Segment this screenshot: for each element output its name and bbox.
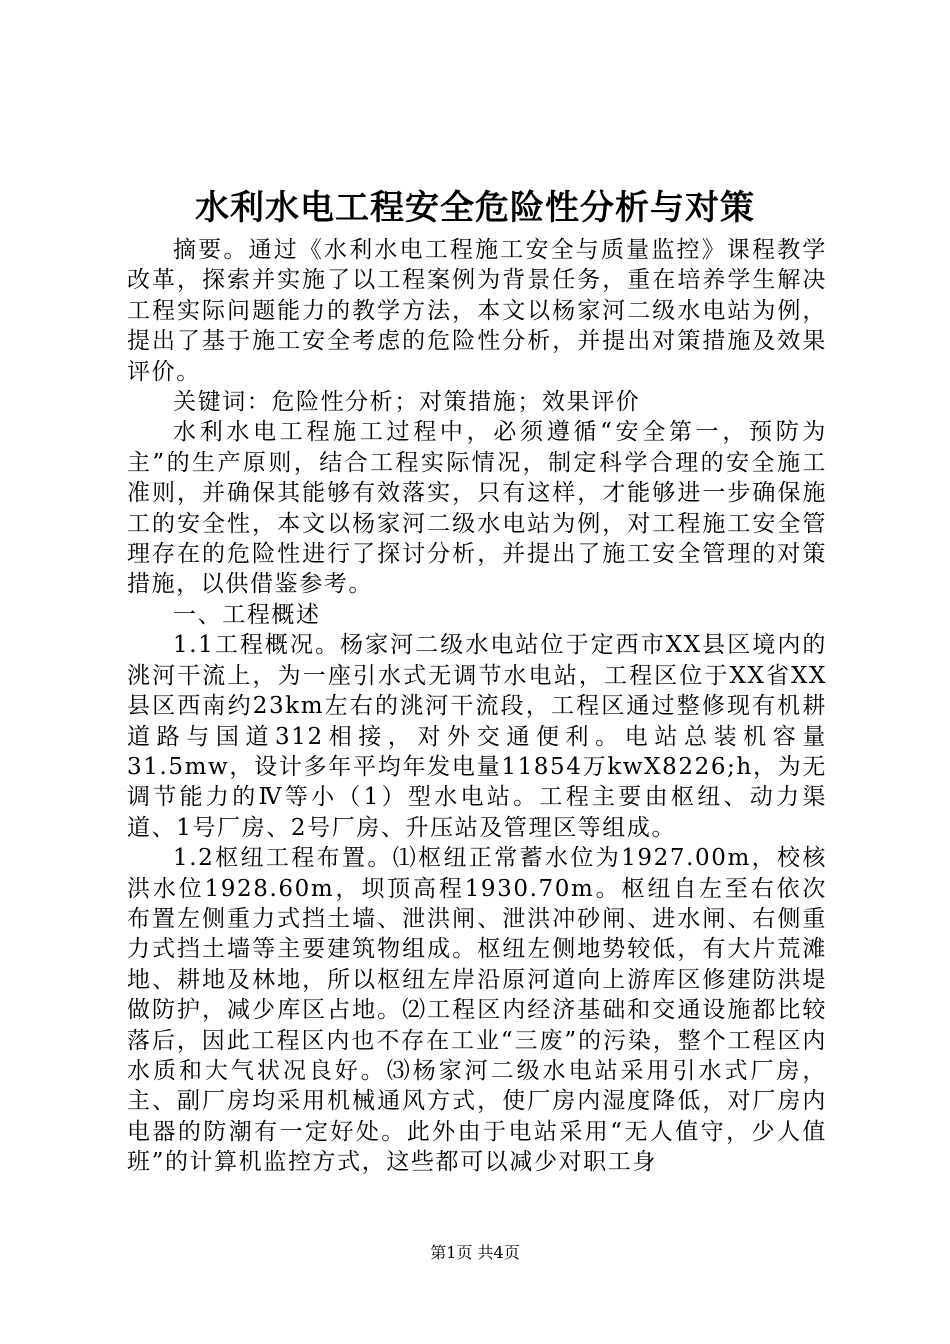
- hub-layout-paragraph: 1.2枢纽工程布置。⑴枢纽正常蓄水位为1927.00m，校核洪水位1928.60m，坝顶高程1930.70m。枢纽自左至右依次布置左侧重力式挡土墙、泄洪闸、泄洪冲砂闸、进水闸、右侧重力式挡土墙等主要建筑物组成。枢纽左侧地势较低，有大片荒滩地、耕地及林地，所以枢纽左岸沿原河道向上游库区修建防洪堤做防护，减少库区占地。⑵工程区内经济基础和交通设施都比较落后，因此工程区内也不存在工业“三废”的污染，整个工程区内水质和大气状况良好。⑶杨家河二级水电站采用引水式厂房，主、副厂房均采用机械通风方式，使厂房内湿度降低，对厂房内电器的防潮有一定好处。此外由于电站采用“无人值守，少人值班”的计算机监控方式，这些都可以减少对职工身: [127, 845, 827, 1176]
- document-title: 水利水电工程安全危险性分析与对策: [195, 188, 755, 228]
- overview-paragraph: 1.1工程概况。杨家河二级水电站位于定西市XX县区境内的洮河干流上，为一座引水式无调节水电站，工程区位于XX省XX县区西南约23km左右的洮河干流段，工程区通过整修现有机耕道路与国道312相接，对外交通便利。电站总装机容量31.5mw，设计多年平均年发电量11854万kwX8226;h，为无调节能力的Ⅳ等小（1）型水电站。工程主要由枢纽、动力渠道、1号厂房、2号厂房、升压站及管理区等组成。: [127, 632, 827, 841]
- section-heading: 一、工程概述: [173, 601, 321, 628]
- document-body: [127, 235, 827, 1178]
- abstract-paragraph: 摘要。通过《水利水电工程施工安全与质量监控》课程教学改革，探索并实施了以工程案例为背景任务，重在培养学生解决工程实际问题能力的教学方法，本文以杨家河二级水电站为例，提出了基于施工安全考虑的危险性分析，并提出对策措施及效果评价。: [127, 237, 827, 385]
- page-number-footer: 第1页 共4页: [430, 1243, 520, 1262]
- intro-paragraph: 水利水电工程施工过程中，必须遵循“安全第一，预防为主”的生产原则，结合工程实际情况，制定科学合理的安全施工准则，并确保其能够有效落实，只有这样，才能够进一步确保施工的安全性，本文以杨家河二级水电站为例，对工程施工安全管理存在的危险性进行了探讨分析，并提出了施工安全管理的对策措施，以供借鉴参考。: [127, 419, 827, 598]
- keywords-paragraph: 关键词：危险性分析；对策措施；效果评价: [173, 389, 641, 416]
